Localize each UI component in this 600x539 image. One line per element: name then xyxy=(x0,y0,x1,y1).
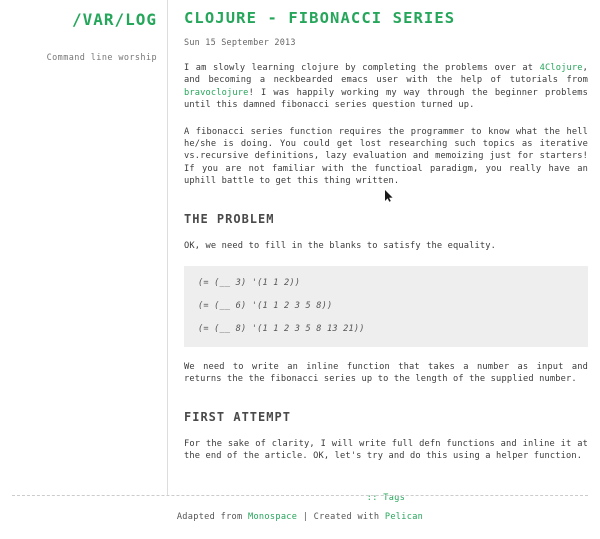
paragraph-background: A fibonacci series function requires the programmer to know what the hell he/she is doing. You could get lost researching such topics as iterative vs.recursive definitions, lazy evaluation and memoizing just for starters! If you are not familiar with the functioal paradigm, you really have an uphill battle to get this thing written. xyxy=(184,126,588,187)
tags-link[interactable]: :: Tags xyxy=(366,492,406,503)
sidebar xyxy=(0,0,168,495)
section-heading-the-problem: THE PROBLEM xyxy=(184,211,275,226)
site-title-link[interactable]: /VAR/LOG xyxy=(71,10,157,29)
section-lead-the-problem: OK, we need to fill in the blanks to satisfy the equality. xyxy=(184,240,497,251)
footer-divider xyxy=(12,495,588,496)
footer-prefix: Adapted from xyxy=(176,512,248,522)
code-line: (= (__ 3) '(1 1 2)) xyxy=(198,278,301,289)
article-date: Sun 15 September 2013 xyxy=(184,38,296,48)
link-bravoclojure[interactable]: bravoclojure xyxy=(184,87,249,98)
page-title: CLOJURE - FIBONACCI SERIES xyxy=(184,9,456,27)
section-heading-first-attempt: FIRST ATTEMPT xyxy=(184,409,291,424)
site-title xyxy=(0,10,157,30)
link-4clojure[interactable]: 4Clojure xyxy=(539,63,583,73)
text-run: I am slowly learning clojure by completing the problems over at xyxy=(184,63,540,73)
code-line: (= (__ 6) '(1 1 2 3 5 8)) xyxy=(198,301,333,312)
footer-middle: | Created with xyxy=(297,512,385,522)
site-tagline: Command line worship xyxy=(46,53,157,63)
paragraph-problem-trailing: We need to write an inline function that takes a number as input and returns the the fibonacci series up to the length of the supplied number. xyxy=(184,362,588,385)
footer xyxy=(0,512,600,522)
text-run: ! I was happily working my way through the beginner problems until this damned fibonacci series question turned up. xyxy=(184,87,588,111)
footer-theme-link[interactable]: Monospace xyxy=(247,512,298,522)
main-content xyxy=(184,0,588,503)
section-lead-first-attempt: For the sake of clarity, I will write full defn functions and inline it at the end of the article. OK, let's try and do this using a helper function. xyxy=(184,438,588,462)
code-line: (= (__ 8) '(1 1 2 3 5 8 13 21)) xyxy=(198,324,365,335)
code-block-problem xyxy=(184,266,588,347)
text-run: , and becoming a neckbearded emacs user with the help of tutorials from xyxy=(184,63,588,86)
paragraph-intro xyxy=(184,62,588,112)
footer-generator-link[interactable]: Pelican xyxy=(384,512,424,522)
